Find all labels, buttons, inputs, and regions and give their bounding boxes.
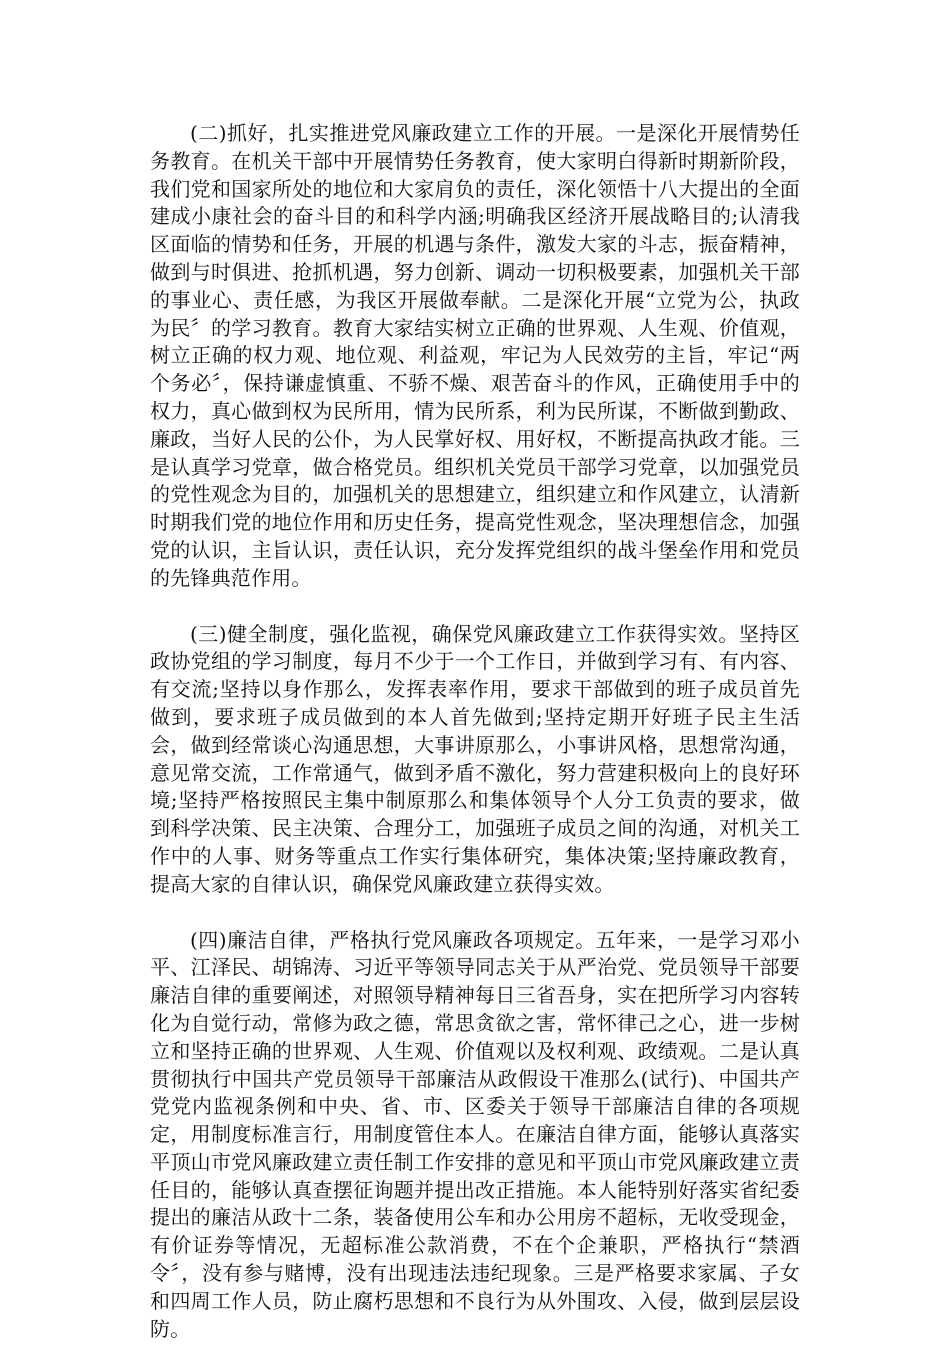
document-body xyxy=(150,120,800,1371)
paragraph-section-4: (四)廉洁自律，严格执行党风廉政各项规定。五年来，一是学习邓小平、江泽民、胡锦涛、习近平等领导同志关于从严治党、党员领导干部要廉洁自律的重要阐述，对照领导精神每日三省吾身，实在把所学习内容转化为自觉行动，常修为政之德，常思贪欲之害，常怀律己之心，进一步树立和坚持正确的世界观、人生观、价值观以及权利观、政绩观。二是认真贯彻执行中国共产党员领导干部廉洁从政假设干准那么(试行)、中国共产党党内监视条例和中央、省、市、区委关于领导干部廉洁自律的各项规定，用制度标准言行，用制度管住本人。在廉洁自律方面，能够认真落实平顶山市党风廉政建立责任制工作安排的意见和平顶山市党风廉政建立责任目的，能够认真查摆征询题并提出改正措施。本人能特别好落实省纪委提出的廉洁从政十二条，装备使用公车和办公用房不超标，无收受现金，有价证券等情况，无超标准公款消费，不在个企兼职，严格执行“禁酒令〞，没有参与赌博，没有出现违法违纪现象。三是严格要求家属、子女和四周工作人员，防止腐朽思想和不良行为从外围攻、入侵，做到层层设防。 xyxy=(150,927,800,1341)
paragraph-section-2: (二)抓好，扎实推进党风廉政建立工作的开展。一是深化开展情势任务教育。在机关干部中开展情势任务教育，使大家明白得新时期新阶段，我们党和国家所处的地位和大家肩负的责任，深化领悟十八大提出的全面建成小康社会的奋斗目的和科学内涵;明确我区经济开展战略目的;认清我区面临的情势和任务，开展的机遇与条件，激发大家的斗志，振奋精神，做到与时俱进、抢抓机遇，努力创新、调动一切积极要素，加强机关干部的事业心、责任感，为我区开展做奉献。二是深化开展“立党为公，执政为民〞的学习教育。教育大家结实树立正确的世界观、人生观、价值观，树立正确的权力观、地位观、利益观，牢记为人民效劳的主旨，牢记“两个务必〞，保持谦虚慎重、不骄不燥、艰苦奋斗的作风，正确使用手中的权力，真心做到权为民所用，情为民所系，利为民所谋，不断做到勤政、廉政，当好人民的公仆，为人民掌好权、用好权，不断提高执政才能。三是认真学习党章，做合格党员。组织机关党员干部学习党章，以加强党员的党性观念为目的，加强机关的思想建立，组织建立和作风建立，认清新时期我们党的地位作用和历史任务，提高党性观念，坚决理想信念，加强党的认识，主旨认识，责任认识，充分发挥党组织的战斗堡垒作用和党员的先锋典范作用。 xyxy=(150,121,800,590)
paragraph-section-3: (三)健全制度，强化监视，确保党风廉政建立工作获得实效。坚持区政协党组的学习制度，每月不少于一个工作日，并做到学习有、有内容、有交流;坚持以身作那么，发挥表率作用，要求干部做到的班子成员首先做到，要求班子成员做到的本人首先做到;坚持定期开好班子民主生活会，做到经常谈心沟通思想，大事讲原那么，小事讲风格，思想常沟通，意见常交流，工作常通气，做到矛盾不激化，努力营建积极向上的良好环境;坚持严格按照民主集中制原那么和集体领导个人分工负责的要求，做到科学决策、民主决策、合理分工，加强班子成员之间的沟通，对机关工作中的人事、财务等重点工作实行集体研究，集体决策;坚持廉政教育，提高大家的自律认识，确保党风廉政建立获得实效。 xyxy=(150,621,800,896)
